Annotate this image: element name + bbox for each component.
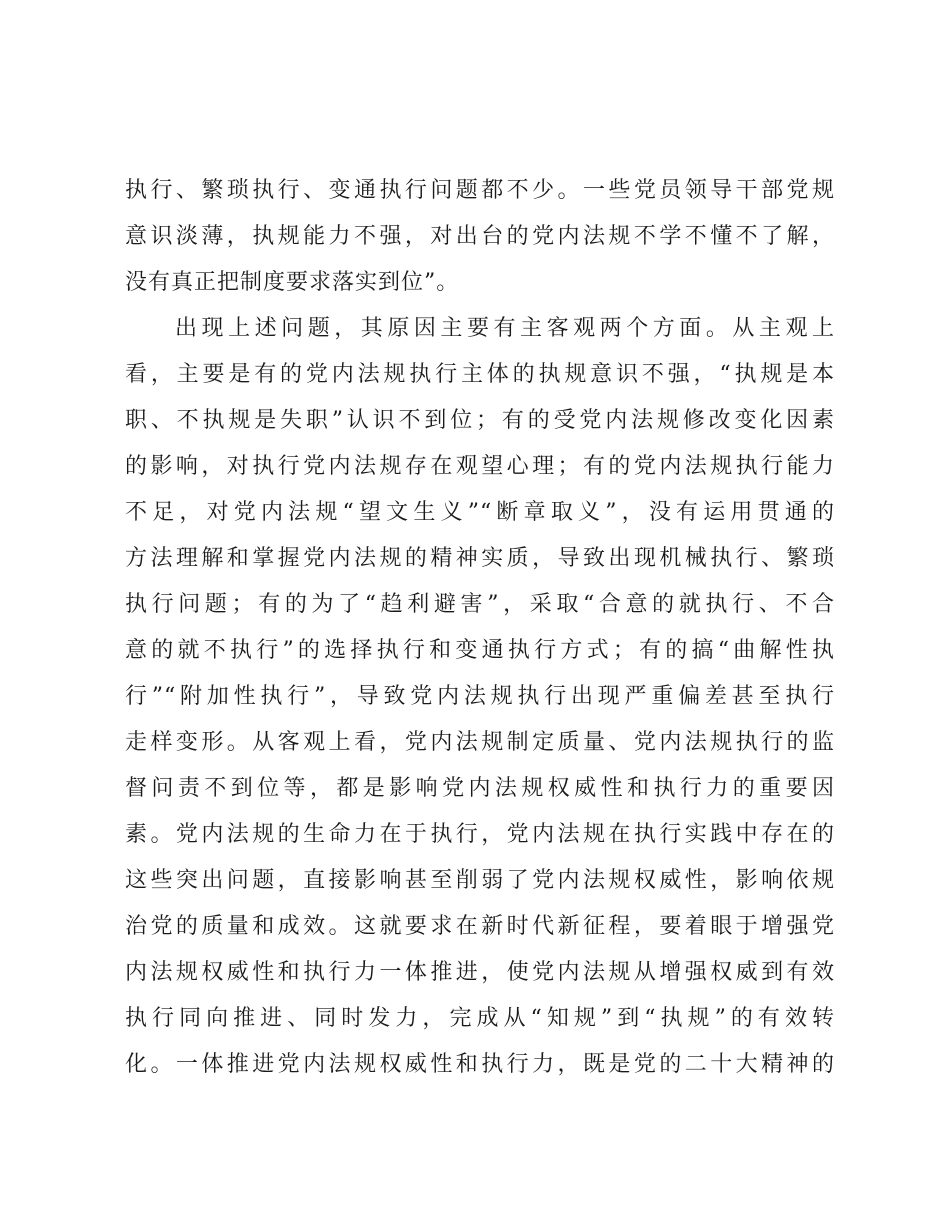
text-line: 看，主要是有的党内法规执行主体的执规意识不强，“执规是本 — [125, 362, 835, 387]
text-line: 职、不执规是失职”认识不到位；有的受党内法规修改变化因素 — [125, 408, 835, 433]
paragraph-1 — [125, 168, 835, 306]
text-line: 执行问题；有的为了“趋利避害”，采取“合意的就执行、不合 — [125, 592, 835, 617]
text-line: 治党的质量和成效。这就要求在新时代新征程，要着眼于增强党 — [125, 914, 835, 939]
text-line: 行”“附加性执行”，导致党内法规执行出现严重偏差甚至执行 — [125, 684, 835, 709]
text-line — [125, 1088, 835, 1134]
text-line: 内法规权威性和执行力一体推进，使党内法规从增强权威到有效 — [125, 960, 835, 985]
text-line: 不足，对党内法规“望文生义”“断章取义”，没有运用贯通的 — [125, 500, 835, 525]
paragraph-2 — [125, 306, 835, 1134]
text-line: 没有真正把制度要求落实到位”。 — [125, 270, 460, 295]
text-line: 督问责不到位等，都是影响党内法规权威性和执行力的重要因 — [125, 776, 835, 801]
text-line: 执行、繁琐执行、变通执行问题都不少。一些党员领导干部党规 — [125, 178, 835, 203]
text-line: 素。党内法规的生命力在于执行，党内法规在执行实践中存在的 — [125, 822, 835, 847]
text-line: 的影响，对执行党内法规存在观望心理；有的党内法规执行能力 — [125, 454, 835, 479]
text-line: 意识淡薄，执规能力不强，对出台的党内法规不学不懂不了解， — [125, 224, 835, 249]
text-line: 出现上述问题，其原因主要有主客观两个方面。从主观上 — [175, 316, 835, 341]
text-line: 走样变形。从客观上看，党内法规制定质量、党内法规执行的监 — [125, 730, 835, 755]
document-body — [125, 168, 835, 1134]
text-line: 这些突出问题，直接影响甚至削弱了党内法规权威性，影响依规 — [125, 868, 835, 893]
text-line: 意的就不执行”的选择执行和变通执行方式；有的搞“曲解性执 — [125, 638, 835, 663]
text-line: 执行同向推进、同时发力，完成从“知规”到“执规”的有效转 — [125, 1006, 835, 1031]
text-line: 化。一体推进党内法规权威性和执行力，既是党的二十大精神的 — [125, 1052, 835, 1077]
text-line: 方法理解和掌握党内法规的精神实质，导致出现机械执行、繁琐 — [125, 546, 835, 571]
